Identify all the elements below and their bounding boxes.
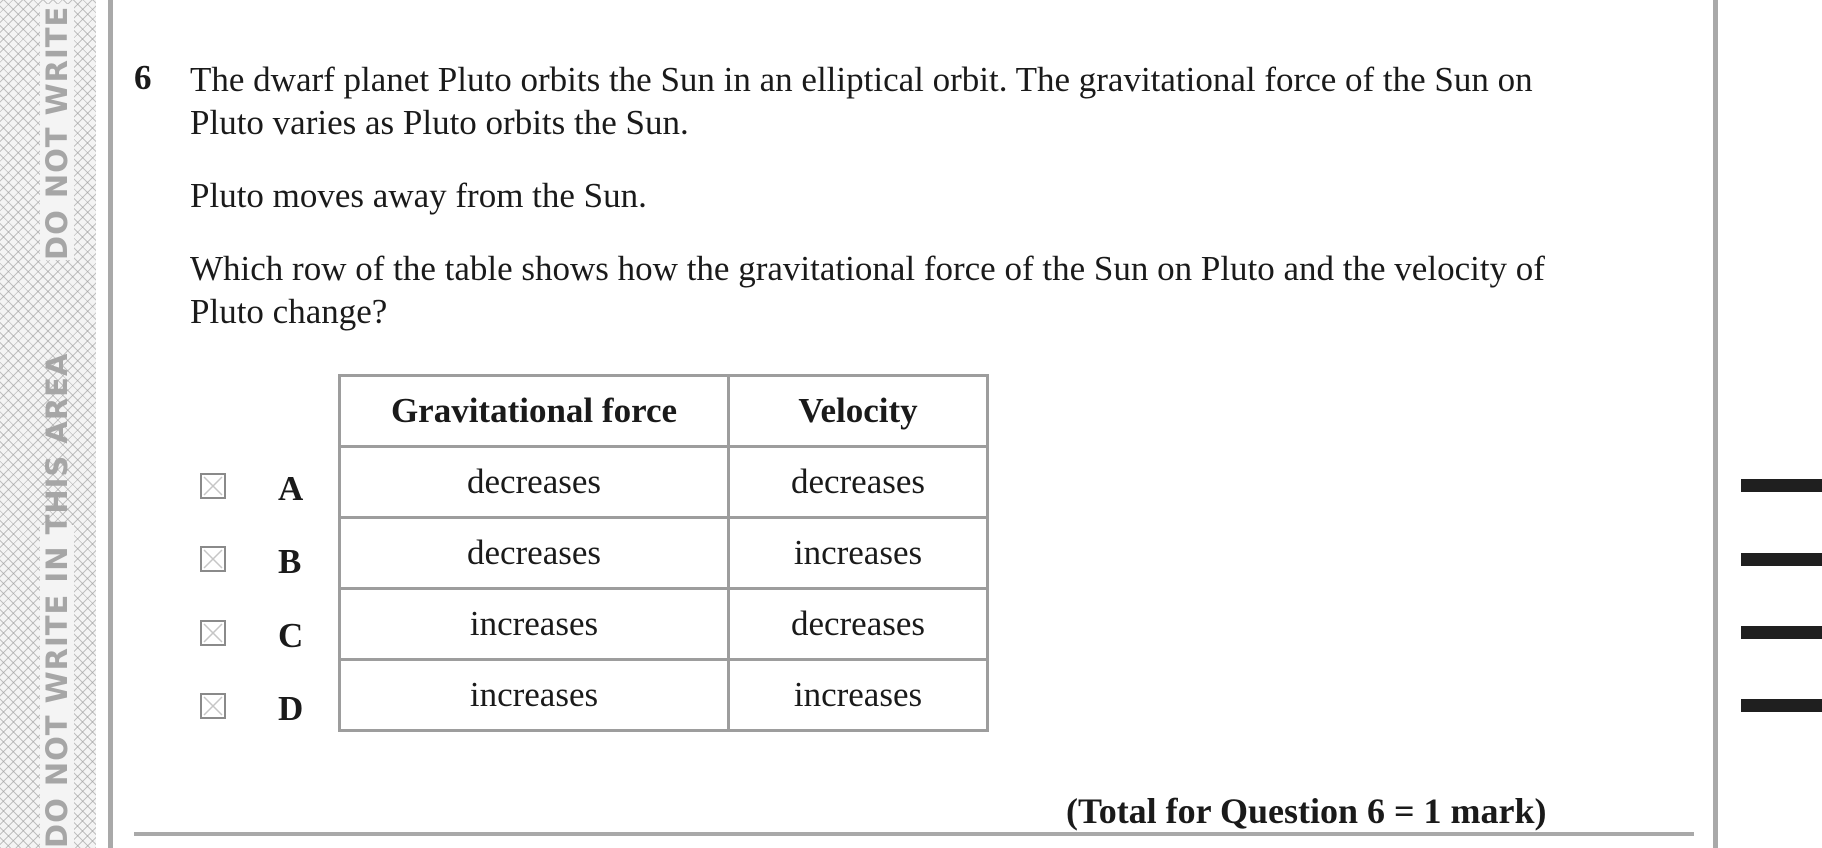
question-prompt: Which row of the table shows how the gravitational force of the Sun on Pluto and the velocity of Pluto change? bbox=[190, 249, 1545, 331]
table-row bbox=[340, 660, 988, 731]
checkbox-cross-icon bbox=[202, 695, 224, 717]
cell-force: increases bbox=[340, 589, 729, 660]
cell-velocity: decreases bbox=[729, 589, 988, 660]
margin-warning-top: DO NOT WRITE bbox=[40, 5, 74, 260]
question-number: 6 bbox=[134, 58, 152, 97]
answer-checkbox-d[interactable] bbox=[200, 693, 226, 719]
cell-velocity: increases bbox=[729, 518, 988, 589]
table-row bbox=[340, 589, 988, 660]
page-tick-mark bbox=[1741, 553, 1822, 566]
option-letter: C bbox=[278, 616, 304, 655]
checkbox-cross-icon bbox=[202, 622, 224, 644]
header-velocity: Velocity bbox=[729, 376, 988, 447]
question-total: (Total for Question 6 = 1 mark) bbox=[1066, 791, 1547, 831]
question-context: Pluto moves away from the Sun. bbox=[190, 176, 647, 215]
option-c[interactable] bbox=[200, 616, 320, 656]
option-b[interactable] bbox=[200, 542, 320, 582]
answer-checkbox-a[interactable] bbox=[200, 473, 226, 499]
option-a[interactable] bbox=[200, 469, 320, 509]
option-letter: D bbox=[278, 689, 304, 728]
option-letter: A bbox=[278, 469, 304, 508]
header-gravitational-force: Gravitational force bbox=[340, 376, 729, 447]
cell-force: decreases bbox=[340, 518, 729, 589]
cell-velocity: decreases bbox=[729, 447, 988, 518]
margin-warning-bottom: DO NOT WRITE IN THIS AREA bbox=[40, 352, 74, 848]
page-tick-mark bbox=[1741, 479, 1822, 492]
answer-checkbox-b[interactable] bbox=[200, 546, 226, 572]
table-row bbox=[340, 518, 988, 589]
answer-table bbox=[338, 374, 989, 732]
answer-checkbox-c[interactable] bbox=[200, 620, 226, 646]
question-stem: The dwarf planet Pluto orbits the Sun in an elliptical orbit. The gravitational force of the Sun on Pluto varies as Pluto orbits the Sun. bbox=[190, 60, 1533, 142]
checkbox-cross-icon bbox=[202, 548, 224, 570]
cell-force: increases bbox=[340, 660, 729, 731]
page-tick-mark bbox=[1741, 699, 1822, 712]
checkbox-cross-icon bbox=[202, 475, 224, 497]
right-margin-rule bbox=[1713, 0, 1718, 848]
cell-velocity: increases bbox=[729, 660, 988, 731]
table-row bbox=[340, 447, 988, 518]
option-letter: B bbox=[278, 542, 302, 581]
option-d[interactable] bbox=[200, 689, 320, 729]
margin-rule bbox=[108, 0, 113, 848]
page-tick-mark bbox=[1741, 626, 1822, 639]
question-divider bbox=[134, 832, 1694, 836]
cell-force: decreases bbox=[340, 447, 729, 518]
